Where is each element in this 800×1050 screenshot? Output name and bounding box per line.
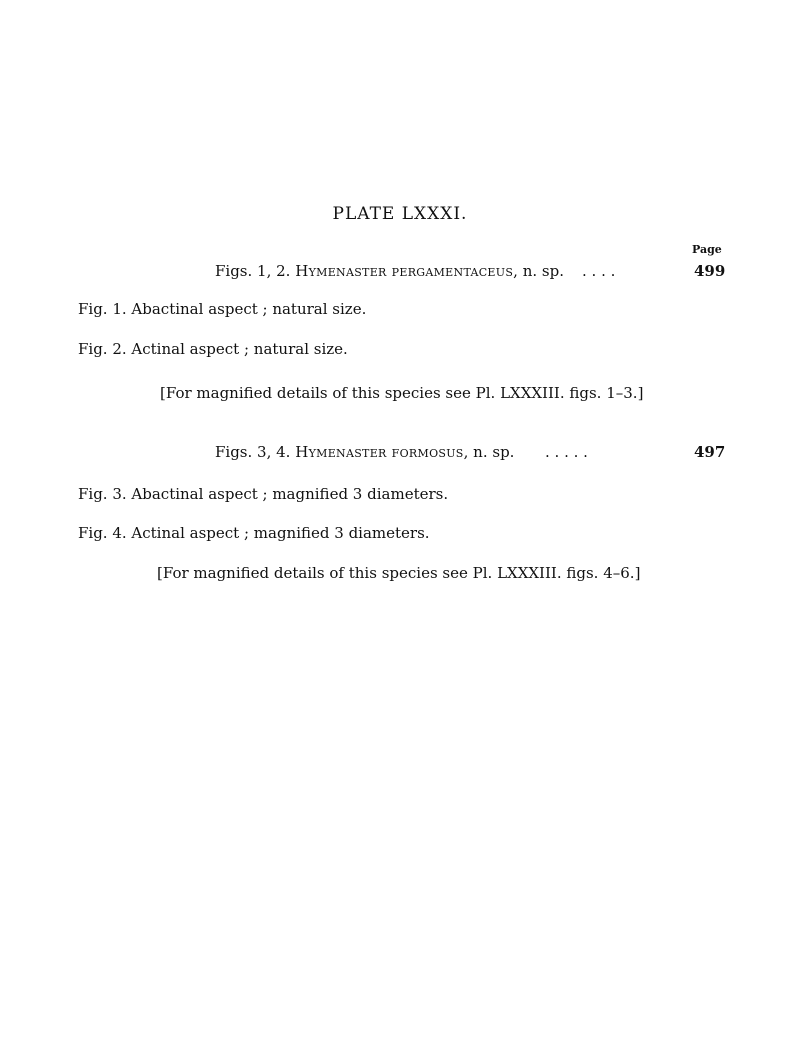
species-suffix: , n. sp.: [513, 262, 564, 280]
plate-title: PLATE LXXXI.: [332, 204, 468, 224]
group-heading-2: [215, 443, 514, 461]
dot-leader: . . . . .: [545, 443, 588, 461]
species-name: Hymenaster formosus: [295, 443, 464, 461]
magnified-details-note: [For magnified details of this species see Pl. LXXXIII. figs. 4–6.]: [157, 564, 641, 582]
species-suffix: , n. sp.: [463, 443, 515, 461]
page-number: 499: [694, 262, 726, 280]
page-column-label: Page: [692, 243, 722, 256]
figure-caption: Fig. 2. Actinal aspect ; natural size.: [78, 340, 348, 358]
figs-label: Figs. 3, 4.: [215, 443, 291, 461]
group-heading-1: [215, 262, 564, 280]
figure-caption: Fig. 4. Actinal aspect ; magnified 3 diameters.: [78, 524, 430, 542]
figure-caption: Fig. 3. Abactinal aspect ; magnified 3 diameters.: [78, 485, 449, 503]
dot-leader: . . . .: [582, 262, 616, 280]
species-name: Hymenaster pergamentaceus: [295, 262, 514, 280]
page-number: 497: [694, 443, 726, 461]
figs-label: Figs. 1, 2.: [215, 262, 291, 280]
figure-caption: Fig. 1. Abactinal aspect ; natural size.: [78, 300, 367, 318]
magnified-details-note: [For magnified details of this species see Pl. LXXXIII. figs. 1–3.]: [160, 384, 644, 402]
